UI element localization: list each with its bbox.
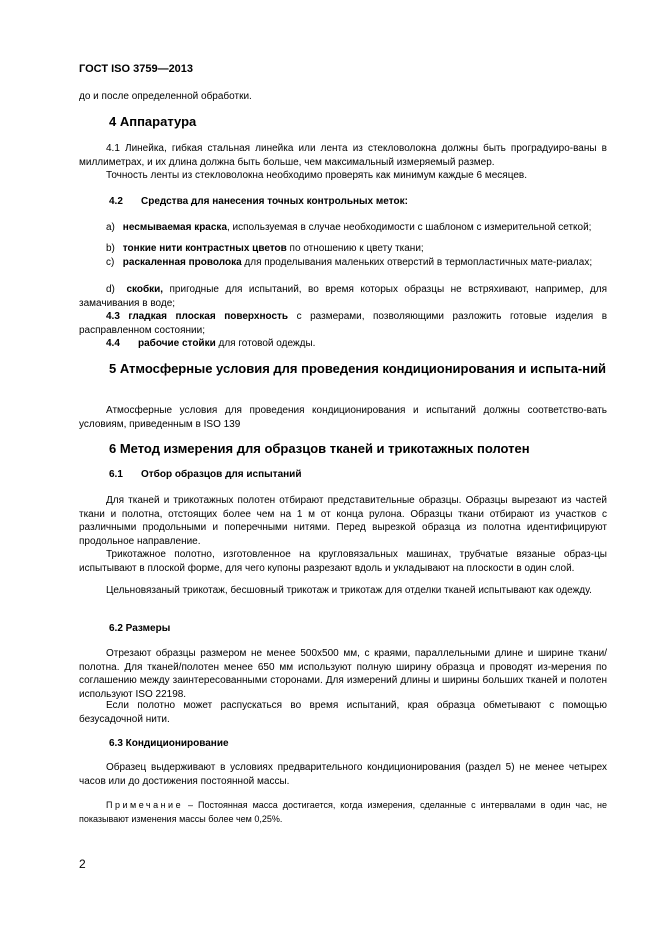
list-label: b)	[106, 243, 115, 254]
term: рабочие стойки	[138, 338, 216, 349]
note	[79, 799, 607, 826]
term-desc: для готовой одежды.	[215, 338, 316, 349]
term-desc: с размерами, позволяющими разложить готовые изделия в расправленном состоянии;	[79, 311, 608, 336]
list-label: 4.4	[106, 338, 120, 349]
section-6-1-p1: Для тканей и трикотажных полотен отбирают представительные образцы. Образцы вырезают из частей ткани и полотна, отстоящих более чем на 1 м от конца рулона. Образцы ткани отбирают из участков с различными продольными и поперечными нитями. Перед вырезкой образца из полотна идентифицируют продольное направление.	[79, 495, 607, 547]
list-item-a	[79, 221, 607, 235]
term: скобки,	[126, 284, 164, 295]
list-label: c)	[106, 257, 115, 268]
section-4-heading: 4 Аппаратура	[109, 114, 197, 129]
term: 4.3 гладкая плоская поверхность	[106, 311, 289, 322]
section-4-3	[79, 310, 607, 337]
term: раскаленная проволока	[122, 257, 242, 268]
section-5-heading: 5 Атмосферные условия для проведения кондиционирования и испыта-ний	[109, 361, 607, 376]
intro-tail: до и после определенной обработки.	[79, 91, 252, 102]
section-6-3-heading: 6.3 Кондиционирование	[109, 738, 229, 749]
term-desc: для проделывания маленьких отверстий в термопластичных мате-риалах;	[241, 257, 593, 268]
section-4-1-text: 4.1 Линейка, гибкая стальная линейка или лента из стекловолокна должны быть проградуиро-ваны в миллиметрах, и их длина должна быть больше, чем максимальный измеряемый размер.	[79, 143, 607, 168]
list-item-c	[79, 256, 607, 270]
section-6-2-p1: Отрезают образцы размером не менее 500х500 мм, с краями, параллельными длине и ширине ткани/полотна. Для тканей/полотен менее 650 мм используют полную ширину образца и проводят из-мерения по соглашению между заинтересованными сторонами. Для измерений длины и ширины больших тканей и полотен используют ISO 22198.	[79, 648, 607, 700]
section-6-1-p3: Цельновязаный трикотаж, бесшовный трикотаж и трикотаж для отделки тканей испытывают как одежду.	[106, 585, 592, 596]
list-label: a)	[106, 222, 115, 233]
section-4-2-title: Средства для нанесения точных контрольных меток:	[141, 196, 408, 207]
section-6-2-p2: Если полотно может распускаться во время испытаний, края образца обметывают с помощью безусадочной нити.	[79, 700, 607, 725]
list-item-b	[79, 242, 607, 256]
section-6-1-number: 6.1	[109, 469, 123, 480]
section-6-heading: 6 Метод измерения для образцов тканей и трикотажных полотен	[109, 441, 530, 456]
document-header: ГОСТ ISO 3759—2013	[79, 63, 194, 75]
term: несмываемая краска	[122, 222, 227, 233]
section-5-text: Атмосферные условия для проведения кондиционирования и испытаний должны соответство-вать условиям, приведенным в ISO 139	[79, 405, 607, 430]
section-6-1-p2: Трикотажное полотно, изготовленное на кругловязальных машинах, трубчатые вязаные образ-цы испытывают в плоской форме, для чего купоны разрезают вдоль и укладывают на плоскости в один слой.	[79, 549, 607, 574]
note-text: – Постоянная масса достигается, когда измерения, сделанные с интервалами в один час, не показывают изменения массы более чем 0,25%.	[79, 800, 607, 824]
term: тонкие нити контрастных цветов	[122, 243, 287, 254]
section-4-2-heading	[109, 196, 408, 207]
note-label: Примечание	[106, 800, 184, 810]
term-desc: по отношению к цвету ткани;	[286, 243, 424, 254]
section-4-4	[79, 337, 607, 351]
list-item-d	[79, 283, 607, 310]
page-number: 2	[79, 857, 86, 871]
section-6-2-heading: 6.2 Размеры	[109, 623, 171, 634]
section-6-1-heading	[109, 469, 301, 480]
list-label: d)	[106, 284, 115, 295]
term-desc: , используемая в случае необходимости с шаблоном с измерительной сеткой;	[227, 222, 592, 233]
section-6-3-p1: Образец выдерживают в условиях предварительного кондиционирования (раздел 5) не менее четырех часов или до достижения постоянной массы.	[79, 762, 607, 787]
section-6-1-title: Отбор образцов для испытаний	[141, 469, 302, 480]
term-desc: пригодные для испытаний, во время которых образцы не встряхивают, например, для замачивания в воде;	[79, 284, 607, 309]
section-4-2-number: 4.2	[109, 196, 123, 207]
section-4-1-note: Точность ленты из стекловолокна необходимо проверять как минимум каждые 6 месяцев.	[106, 170, 527, 181]
